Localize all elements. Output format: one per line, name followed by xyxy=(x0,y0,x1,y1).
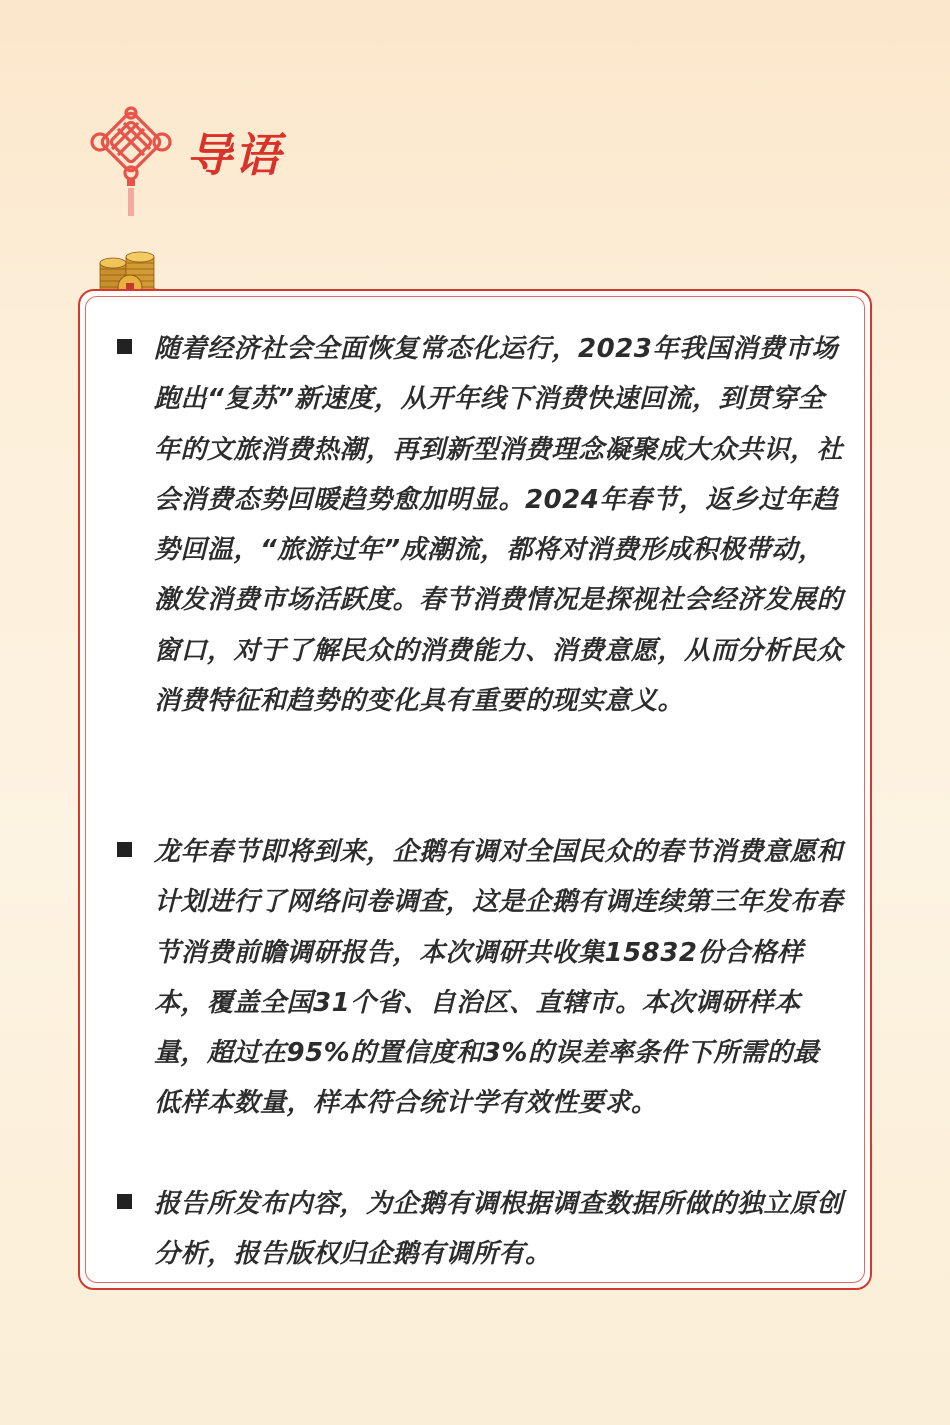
bullet-square-icon xyxy=(117,339,132,354)
chinese-knot-icon xyxy=(88,102,174,218)
paragraph-1: 随着经济社会全面恢复常态化运行，2023年我国消费市场跑出“复苏”新速度，从开年线下消费快速回流，到贯穿全年的文旅消费热潮，再到新型消费理念凝聚成大众共识，社会消费态势回暖趋势愈加明显。2024年春节，返乡过年趋势回温，“旅游过年”成潮流，都将对消费形成积极带动，激发消费市场活跃度。春节消费情况是探视社会经济发展的窗口，对于了解民众的消费能力、消费意愿，从而分析民众消费特征和趋势的变化具有重要的现实意义。 xyxy=(154,334,844,717)
content-card xyxy=(78,289,872,1290)
page-title: 导语 xyxy=(186,128,282,182)
bullet-square-icon xyxy=(117,1194,132,1209)
paragraph-3: 报告所发布内容，为企鹅有调根据调查数据所做的独立原创分析，报告版权归企鹅有调所有。 xyxy=(154,1189,844,1270)
bullet-square-icon xyxy=(117,842,132,857)
paragraph-2: 龙年春节即将到来，企鹅有调对全国民众的春节消费意愿和计划进行了网络问卷调查，这是企鹅有调连续第三年发布春节消费前瞻调研报告，本次调研共收集15832份合格样本，覆盖全国31个省、自治区、直辖市。本次调研样本量，超过在95%的置信度和3%的误差率条件下所需的最低样本数量，样本符合统计学有效性要求。 xyxy=(154,837,844,1119)
